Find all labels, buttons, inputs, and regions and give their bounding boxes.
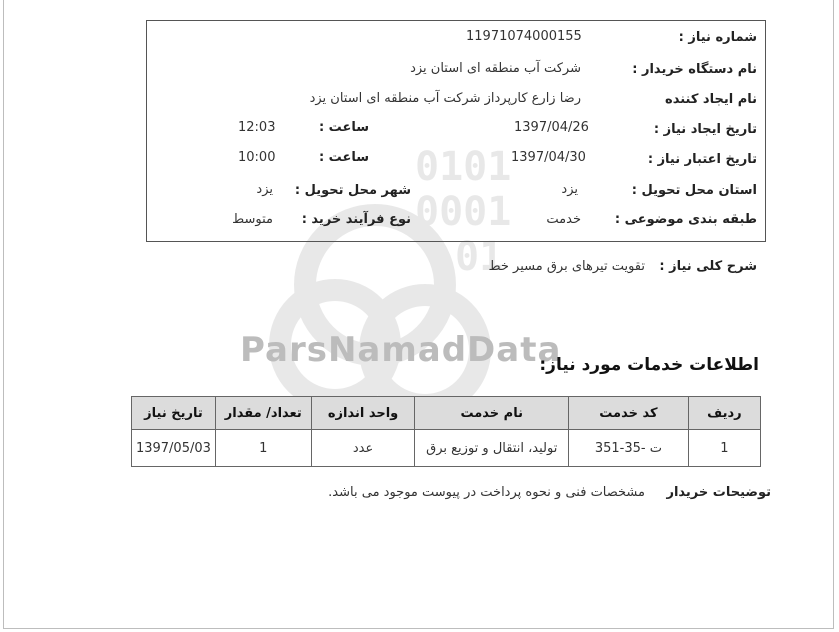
summary-label: شرح کلی نیاز : <box>659 259 757 274</box>
buyer-org-value: شرکت آب منطقه ای استان یزد <box>410 61 581 76</box>
svg-text:01: 01 <box>455 234 504 280</box>
delivery-province-label: استان محل تحویل : <box>631 183 757 198</box>
create-date-value: 1397/04/26 <box>514 120 589 135</box>
table-row <box>132 430 761 467</box>
col-unit: واحد اندازه <box>311 397 415 430</box>
buyer-notes-value: مشخصات فنی و نحوه پرداخت در پیوست موجود می باشد. <box>328 485 645 500</box>
need-number-label: شماره نیاز : <box>678 30 757 45</box>
delivery-city-label: شهر محل تحویل : <box>294 183 411 198</box>
buyer-org-label: نام دستگاه خریدار : <box>632 62 757 77</box>
category-label: طبقه بندی موضوعی : <box>614 212 757 227</box>
cell-unit: عدد <box>311 430 415 467</box>
summary-value: تقویت تیرهای برق مسیر خط <box>488 259 645 274</box>
col-row-number: ردیف <box>688 397 760 430</box>
cell-row-number: 1 <box>688 430 760 467</box>
delivery-city-value: یزد <box>256 182 273 197</box>
create-time-label: ساعت : <box>318 120 369 135</box>
services-table-header <box>132 397 761 430</box>
cell-service-name: تولید، انتقال و توزیع برق <box>415 430 569 467</box>
valid-date-value: 1397/04/30 <box>511 150 586 165</box>
create-date-label: تاریخ ایجاد نیاز : <box>653 122 757 137</box>
col-service-name: نام خدمت <box>415 397 569 430</box>
services-section-title: اطلاعات خدمات مورد نیاز: <box>539 355 759 375</box>
create-time-value: 12:03 <box>238 120 276 135</box>
svg-text:0101: 0101 <box>415 144 512 190</box>
cell-need-date: 1397/05/03 <box>132 430 216 467</box>
col-quantity: تعداد/ مقدار <box>215 397 311 430</box>
valid-date-label: تاریخ اعتبار نیاز : <box>647 152 757 167</box>
cell-quantity: 1 <box>215 430 311 467</box>
cell-service-code: ت -35-351 <box>569 430 689 467</box>
creator-value: رضا زارع کارپرداز شرکت آب منطقه ای استان یزد <box>309 91 581 106</box>
valid-time-value: 10:00 <box>238 150 276 165</box>
watermark-text: ParsNamadData <box>240 330 562 370</box>
valid-time-label: ساعت : <box>318 150 369 165</box>
services-table <box>131 396 761 467</box>
purchase-process-label: نوع فرآیند خرید : <box>301 212 411 227</box>
need-number-value: 11971074000155 <box>466 29 582 44</box>
category-value: خدمت <box>546 212 581 227</box>
creator-label: نام ایجاد کننده <box>665 92 757 107</box>
purchase-process-value: متوسط <box>232 212 273 227</box>
col-need-date: تاریخ نیاز <box>132 397 216 430</box>
col-service-code: کد خدمت <box>569 397 689 430</box>
buyer-notes-label: توضیحات خریدار <box>666 485 771 500</box>
delivery-province-value: یزد <box>561 182 578 197</box>
svg-text:0001: 0001 <box>415 189 512 235</box>
